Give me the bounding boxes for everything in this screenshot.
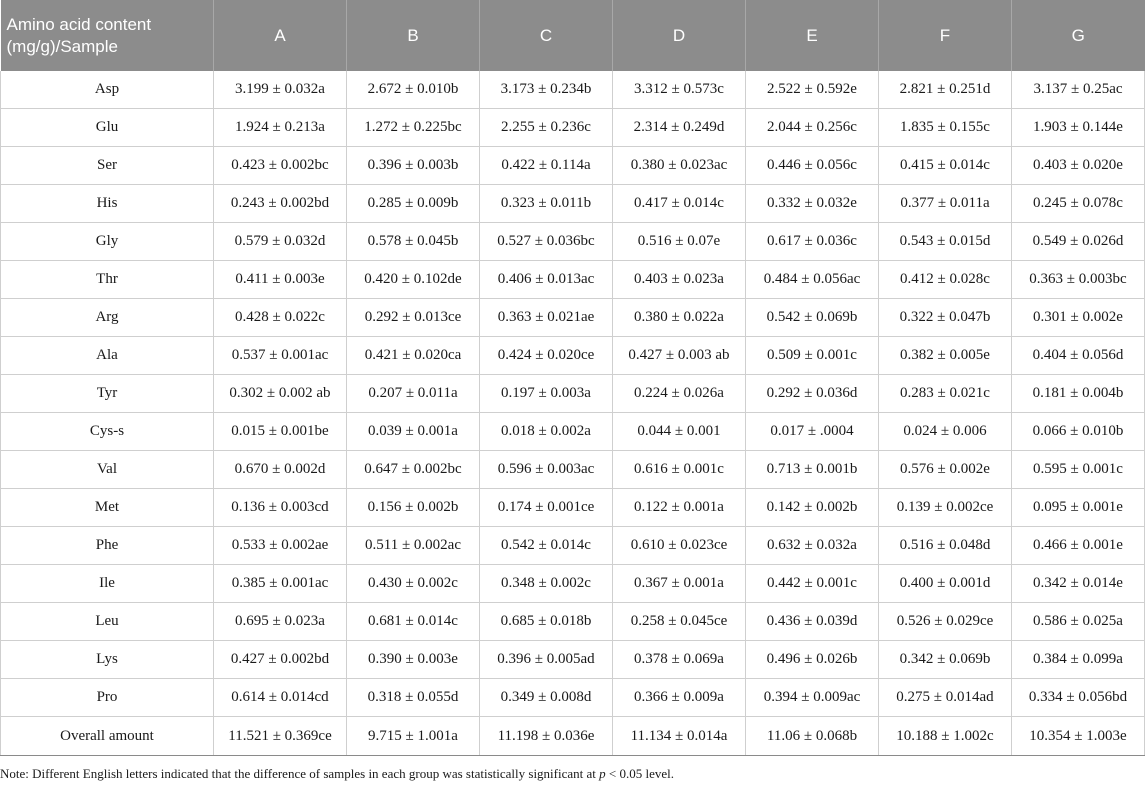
table-row [1,109,1145,147]
value-cell: 0.421 ± 0.020ca [347,337,480,375]
value-cell: 0.411 ± 0.003e [214,261,347,299]
row-label-cell: Thr [1,261,214,299]
value-cell: 0.323 ± 0.011b [480,185,613,223]
value-cell: 3.137 ± 0.25ac [1012,71,1145,109]
value-cell: 0.066 ± 0.010b [1012,413,1145,451]
value-cell: 0.610 ± 0.023ce [613,527,746,565]
value-cell: 1.835 ± 0.155c [879,109,1012,147]
value-cell: 2.044 ± 0.256c [746,109,879,147]
table-body [1,71,1145,756]
value-cell: 0.301 ± 0.002e [1012,299,1145,337]
table-row [1,641,1145,679]
value-cell: 0.516 ± 0.048d [879,527,1012,565]
value-cell: 0.207 ± 0.011a [347,375,480,413]
value-cell: 0.543 ± 0.015d [879,223,1012,261]
value-cell: 0.695 ± 0.023a [214,603,347,641]
value-cell: 0.366 ± 0.009a [613,679,746,717]
row-label-cell: Ala [1,337,214,375]
value-cell: 0.533 ± 0.002ae [214,527,347,565]
value-cell: 0.509 ± 0.001c [746,337,879,375]
value-cell: 0.224 ± 0.026a [613,375,746,413]
value-cell: 0.302 ± 0.002 ab [214,375,347,413]
value-cell: 0.349 ± 0.008d [480,679,613,717]
row-label-cell: Overall amount [1,717,214,756]
value-cell: 0.044 ± 0.001 [613,413,746,451]
row-label-cell: Glu [1,109,214,147]
value-cell: 0.017 ± .0004 [746,413,879,451]
value-cell: 0.586 ± 0.025a [1012,603,1145,641]
value-cell: 0.285 ± 0.009b [347,185,480,223]
value-cell: 0.647 ± 0.002bc [347,451,480,489]
table-row [1,261,1145,299]
value-cell: 0.174 ± 0.001ce [480,489,613,527]
value-cell: 0.415 ± 0.014c [879,147,1012,185]
table-row [1,717,1145,756]
table-row [1,413,1145,451]
header-cell-sample: E [746,0,879,71]
value-cell: 0.713 ± 0.001b [746,451,879,489]
value-cell: 0.197 ± 0.003a [480,375,613,413]
value-cell: 2.522 ± 0.592e [746,71,879,109]
value-cell: 0.015 ± 0.001be [214,413,347,451]
row-label-cell: Ile [1,565,214,603]
value-cell: 0.430 ± 0.002c [347,565,480,603]
value-cell: 0.496 ± 0.026b [746,641,879,679]
value-cell: 0.292 ± 0.013ce [347,299,480,337]
header-row [1,0,1145,71]
value-cell: 0.385 ± 0.001ac [214,565,347,603]
note-prefix: Note: Different English letters indicated that the difference of samples in each group was statistically significant at [0,766,600,781]
value-cell: 0.616 ± 0.001c [613,451,746,489]
value-cell: 0.318 ± 0.055d [347,679,480,717]
row-label-cell: Phe [1,527,214,565]
value-cell: 0.542 ± 0.014c [480,527,613,565]
row-label-cell: His [1,185,214,223]
value-cell: 0.396 ± 0.005ad [480,641,613,679]
value-cell: 0.403 ± 0.023a [613,261,746,299]
table-row [1,603,1145,641]
value-cell: 0.484 ± 0.056ac [746,261,879,299]
value-cell: 1.903 ± 0.144e [1012,109,1145,147]
value-cell: 0.417 ± 0.014c [613,185,746,223]
value-cell: 0.617 ± 0.036c [746,223,879,261]
header-cell-sample: A [214,0,347,71]
value-cell: 3.312 ± 0.573c [613,71,746,109]
value-cell: 0.595 ± 0.001c [1012,451,1145,489]
row-label-cell: Cys-s [1,413,214,451]
value-cell: 0.436 ± 0.039d [746,603,879,641]
header-cell-sample: C [480,0,613,71]
value-cell: 0.363 ± 0.021ae [480,299,613,337]
header-cell-label: Amino acid content (mg/g)/Sample [1,0,214,71]
value-cell: 0.380 ± 0.023ac [613,147,746,185]
value-cell: 0.122 ± 0.001a [613,489,746,527]
value-cell: 11.06 ± 0.068b [746,717,879,756]
header-cell-sample: D [613,0,746,71]
value-cell: 0.139 ± 0.002ce [879,489,1012,527]
value-cell: 0.576 ± 0.002e [879,451,1012,489]
value-cell: 0.400 ± 0.001d [879,565,1012,603]
note-suffix: < 0.05 level. [605,766,674,781]
row-label-cell: Arg [1,299,214,337]
value-cell: 0.549 ± 0.026d [1012,223,1145,261]
value-cell: 0.428 ± 0.022c [214,299,347,337]
value-cell: 0.403 ± 0.020e [1012,147,1145,185]
value-cell: 0.258 ± 0.045ce [613,603,746,641]
value-cell: 0.516 ± 0.07e [613,223,746,261]
value-cell: 0.466 ± 0.001e [1012,527,1145,565]
value-cell: 0.322 ± 0.047b [879,299,1012,337]
value-cell: 0.423 ± 0.002bc [214,147,347,185]
value-cell: 0.342 ± 0.069b [879,641,1012,679]
value-cell: 2.255 ± 0.236c [480,109,613,147]
table-row [1,299,1145,337]
value-cell: 0.243 ± 0.002bd [214,185,347,223]
value-cell: 0.511 ± 0.002ac [347,527,480,565]
value-cell: 2.821 ± 0.251d [879,71,1012,109]
table-row [1,147,1145,185]
table-row [1,71,1145,109]
value-cell: 0.024 ± 0.006 [879,413,1012,451]
header-cell-sample: B [347,0,480,71]
value-cell: 0.275 ± 0.014ad [879,679,1012,717]
table-row [1,451,1145,489]
note-p-symbol: p [599,766,606,781]
value-cell: 0.614 ± 0.014cd [214,679,347,717]
table-row [1,679,1145,717]
table-row [1,489,1145,527]
value-cell: 0.427 ± 0.002bd [214,641,347,679]
value-cell: 0.420 ± 0.102de [347,261,480,299]
value-cell: 0.382 ± 0.005e [879,337,1012,375]
value-cell: 0.537 ± 0.001ac [214,337,347,375]
value-cell: 0.142 ± 0.002b [746,489,879,527]
header-cell-sample: G [1012,0,1145,71]
value-cell: 0.670 ± 0.002d [214,451,347,489]
value-cell: 2.672 ± 0.010b [347,71,480,109]
value-cell: 0.377 ± 0.011a [879,185,1012,223]
value-cell: 0.527 ± 0.036bc [480,223,613,261]
value-cell: 0.181 ± 0.004b [1012,375,1145,413]
value-cell: 1.924 ± 0.213a [214,109,347,147]
value-cell: 0.446 ± 0.056c [746,147,879,185]
value-cell: 10.354 ± 1.003e [1012,717,1145,756]
value-cell: 0.039 ± 0.001a [347,413,480,451]
table-row [1,337,1145,375]
value-cell: 0.424 ± 0.020ce [480,337,613,375]
value-cell: 0.578 ± 0.045b [347,223,480,261]
header-cell-sample: F [879,0,1012,71]
value-cell: 0.579 ± 0.032d [214,223,347,261]
value-cell: 1.272 ± 0.225bc [347,109,480,147]
row-label-cell: Lys [1,641,214,679]
value-cell: 10.188 ± 1.002c [879,717,1012,756]
value-cell: 0.095 ± 0.001e [1012,489,1145,527]
row-label-cell: Pro [1,679,214,717]
value-cell: 0.442 ± 0.001c [746,565,879,603]
value-cell: 11.134 ± 0.014a [613,717,746,756]
value-cell: 0.422 ± 0.114a [480,147,613,185]
row-label-cell: Asp [1,71,214,109]
value-cell: 3.199 ± 0.032a [214,71,347,109]
value-cell: 0.596 ± 0.003ac [480,451,613,489]
value-cell: 0.018 ± 0.002a [480,413,613,451]
value-cell: 0.390 ± 0.003e [347,641,480,679]
table-row [1,223,1145,261]
value-cell: 0.378 ± 0.069a [613,641,746,679]
value-cell: 0.542 ± 0.069b [746,299,879,337]
value-cell: 0.526 ± 0.029ce [879,603,1012,641]
table-note [0,766,674,782]
value-cell: 0.404 ± 0.056d [1012,337,1145,375]
value-cell: 0.406 ± 0.013ac [480,261,613,299]
table-row [1,375,1145,413]
value-cell: 0.681 ± 0.014c [347,603,480,641]
value-cell: 9.715 ± 1.001a [347,717,480,756]
table-row [1,185,1145,223]
table-row [1,565,1145,603]
value-cell: 0.156 ± 0.002b [347,489,480,527]
row-label-cell: Met [1,489,214,527]
value-cell: 0.334 ± 0.056bd [1012,679,1145,717]
value-cell: 0.685 ± 0.018b [480,603,613,641]
value-cell: 2.314 ± 0.249d [613,109,746,147]
value-cell: 0.332 ± 0.032e [746,185,879,223]
row-label-cell: Leu [1,603,214,641]
value-cell: 0.380 ± 0.022a [613,299,746,337]
value-cell: 0.292 ± 0.036d [746,375,879,413]
value-cell: 0.396 ± 0.003b [347,147,480,185]
value-cell: 0.394 ± 0.009ac [746,679,879,717]
value-cell: 0.348 ± 0.002c [480,565,613,603]
value-cell: 0.632 ± 0.032a [746,527,879,565]
value-cell: 11.198 ± 0.036e [480,717,613,756]
value-cell: 0.363 ± 0.003bc [1012,261,1145,299]
row-label-cell: Gly [1,223,214,261]
value-cell: 0.412 ± 0.028c [879,261,1012,299]
row-label-cell: Val [1,451,214,489]
row-label-cell: Ser [1,147,214,185]
value-cell: 0.427 ± 0.003 ab [613,337,746,375]
row-label-cell: Tyr [1,375,214,413]
value-cell: 0.136 ± 0.003cd [214,489,347,527]
value-cell: 0.384 ± 0.099a [1012,641,1145,679]
table-header [1,0,1145,71]
table-row [1,527,1145,565]
value-cell: 3.173 ± 0.234b [480,71,613,109]
value-cell: 0.245 ± 0.078c [1012,185,1145,223]
value-cell: 11.521 ± 0.369ce [214,717,347,756]
value-cell: 0.367 ± 0.001a [613,565,746,603]
value-cell: 0.283 ± 0.021c [879,375,1012,413]
value-cell: 0.342 ± 0.014e [1012,565,1145,603]
